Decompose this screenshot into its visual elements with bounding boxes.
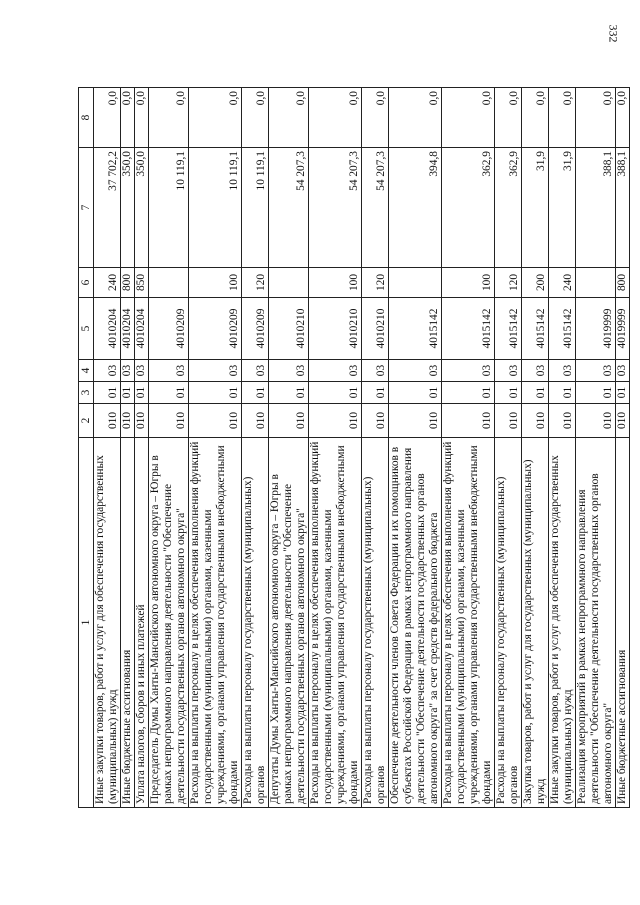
- cell-admin-code: 010: [94, 404, 121, 438]
- cell-target-article: 4015142: [549, 298, 576, 360]
- cell-admin-code: 010: [362, 404, 389, 438]
- cell-expense-type: 100: [189, 268, 242, 298]
- cell-name: Закупка товаров, работ и услуг для государственных (муниципальных) нужд: [522, 438, 549, 808]
- cell-name: Расходы на выплаты персоналу в целях обеспечения выполнения функций государственными (муниципальными) органами, казенными учреждениями, органами управления государственными внебюджетными фондами: [442, 438, 495, 808]
- cell-target-article: 4010204: [94, 298, 121, 360]
- cell-change: 0,0: [135, 88, 149, 148]
- cell-change: 0,0: [149, 88, 189, 148]
- cell-change: 0,0: [616, 88, 630, 148]
- cell-amount: 31,9: [522, 148, 549, 268]
- cell-target-article: 4010210: [269, 298, 309, 360]
- table-row: [549, 88, 576, 808]
- cell-name: Депутаты Думы Ханты-Мансийского автономного округа – Югры в рамках непрограммного направления деятельности "Обеспечение деятельности государственных органов автономного округа": [269, 438, 309, 808]
- table-row: [242, 88, 269, 808]
- cell-change: 0,0: [94, 88, 121, 148]
- cell-admin-code: 010: [495, 404, 522, 438]
- cell-admin-code: 010: [149, 404, 189, 438]
- cell-change: 0,0: [189, 88, 242, 148]
- column-header-1: 1: [79, 438, 94, 808]
- column-header-2: 2: [79, 404, 94, 438]
- cell-section: 01: [362, 382, 389, 404]
- cell-target-article: 4010204: [121, 298, 135, 360]
- cell-expense-type: 100: [309, 268, 362, 298]
- cell-amount: 350,0: [121, 148, 135, 268]
- cell-section: 01: [149, 382, 189, 404]
- table-body: [94, 88, 630, 808]
- cell-subsection: 03: [389, 360, 442, 382]
- cell-expense-type: 120: [362, 268, 389, 298]
- table-row: [389, 88, 442, 808]
- cell-name: Иные закупки товаров, работ и услуг для обеспечения государственных (муниципальных) нужд: [549, 438, 576, 808]
- cell-admin-code: 010: [549, 404, 576, 438]
- cell-name: Расходы на выплаты персоналу государственных (муниципальных) органов: [495, 438, 522, 808]
- cell-amount: 350,0: [135, 148, 149, 268]
- table-row: [269, 88, 309, 808]
- cell-change: 0,0: [522, 88, 549, 148]
- column-header-5: 5: [79, 298, 94, 360]
- cell-name: Расходы на выплаты персоналу в целях обеспечения выполнения функций государственными (муниципальными) органами, казенными учреждениями, органами управления государственными внебюджетными фондами: [189, 438, 242, 808]
- cell-amount: 362,9: [442, 148, 495, 268]
- cell-change: 0,0: [389, 88, 442, 148]
- cell-name: Расходы на выплаты персоналу государственных (муниципальных) органов: [362, 438, 389, 808]
- cell-expense-type: 120: [242, 268, 269, 298]
- cell-change: 0,0: [549, 88, 576, 148]
- cell-expense-type: [269, 268, 309, 298]
- cell-target-article: 4019999: [616, 298, 630, 360]
- cell-section: 01: [121, 382, 135, 404]
- cell-expense-type: 200: [522, 268, 549, 298]
- cell-amount: 37 702,2: [94, 148, 121, 268]
- cell-section: 01: [269, 382, 309, 404]
- cell-section: 01: [309, 382, 362, 404]
- table-row: [522, 88, 549, 808]
- column-header-4: 4: [79, 360, 94, 382]
- cell-subsection: 03: [495, 360, 522, 382]
- cell-section: 01: [576, 382, 616, 404]
- cell-amount: 10 119,1: [189, 148, 242, 268]
- cell-subsection: 03: [135, 360, 149, 382]
- cell-section: 01: [94, 382, 121, 404]
- cell-section: 01: [549, 382, 576, 404]
- cell-name: Иные бюджетные ассигнования: [616, 438, 630, 808]
- cell-admin-code: 010: [189, 404, 242, 438]
- cell-change: 0,0: [576, 88, 616, 148]
- table-row: [495, 88, 522, 808]
- cell-target-article: 4015142: [389, 298, 442, 360]
- cell-target-article: 4010210: [309, 298, 362, 360]
- table-row: [189, 88, 242, 808]
- cell-section: 01: [495, 382, 522, 404]
- cell-amount: 388,1: [616, 148, 630, 268]
- column-header-3: 3: [79, 382, 94, 404]
- cell-amount: 10 119,1: [149, 148, 189, 268]
- cell-section: 01: [242, 382, 269, 404]
- cell-expense-type: 240: [94, 268, 121, 298]
- cell-expense-type: 100: [442, 268, 495, 298]
- cell-expense-type: 240: [549, 268, 576, 298]
- cell-admin-code: 010: [522, 404, 549, 438]
- cell-subsection: 03: [549, 360, 576, 382]
- cell-target-article: 4015142: [442, 298, 495, 360]
- cell-subsection: 03: [149, 360, 189, 382]
- cell-amount: 362,9: [495, 148, 522, 268]
- cell-target-article: 4010204: [135, 298, 149, 360]
- cell-admin-code: 010: [616, 404, 630, 438]
- budget-table: [78, 87, 630, 808]
- cell-name: Реализация мероприятий в рамках непрограммного направления деятельности "Обеспечение деятельности государственных органов автономного округа": [576, 438, 616, 808]
- cell-subsection: 03: [362, 360, 389, 382]
- cell-amount: 54 207,3: [269, 148, 309, 268]
- cell-name: Иные закупки товаров, работ и услуг для обеспечения государственных (муниципальных) нужд: [94, 438, 121, 808]
- cell-section: 01: [389, 382, 442, 404]
- column-header-6: 6: [79, 268, 94, 298]
- cell-subsection: 03: [576, 360, 616, 382]
- cell-section: 01: [135, 382, 149, 404]
- cell-name: Расходы на выплаты персоналу в целях обеспечения выполнения функций государственными (муниципальными) органами, казенными учреждениями, органами управления государственными внебюджетными фондами: [309, 438, 362, 808]
- cell-admin-code: 010: [309, 404, 362, 438]
- cell-change: 0,0: [242, 88, 269, 148]
- table-row: [616, 88, 630, 808]
- cell-change: 0,0: [442, 88, 495, 148]
- table-row: [362, 88, 389, 808]
- cell-expense-type: 800: [616, 268, 630, 298]
- cell-target-article: 4010209: [149, 298, 189, 360]
- cell-admin-code: 010: [135, 404, 149, 438]
- table-header-row: [79, 88, 94, 808]
- cell-amount: 54 207,3: [309, 148, 362, 268]
- cell-admin-code: 010: [269, 404, 309, 438]
- cell-target-article: 4015142: [522, 298, 549, 360]
- table-row: [309, 88, 362, 808]
- cell-admin-code: 010: [442, 404, 495, 438]
- table-row: [135, 88, 149, 808]
- cell-admin-code: 010: [576, 404, 616, 438]
- cell-change: 0,0: [362, 88, 389, 148]
- cell-subsection: 03: [121, 360, 135, 382]
- column-header-8: 8: [79, 88, 94, 148]
- table-row: [576, 88, 616, 808]
- cell-subsection: 03: [269, 360, 309, 382]
- rotated-table-container: [78, 88, 628, 808]
- table-row: [121, 88, 135, 808]
- cell-subsection: 03: [442, 360, 495, 382]
- cell-section: 01: [189, 382, 242, 404]
- cell-target-article: 4010209: [189, 298, 242, 360]
- cell-expense-type: 120: [495, 268, 522, 298]
- cell-subsection: 03: [94, 360, 121, 382]
- cell-name: Председатель Думы Ханты-Мансийского автономного округа – Югры в рамках непрограммного направления деятельности "Обеспечение деятельности государственных органов автономного округа": [149, 438, 189, 808]
- cell-name: Расходы на выплаты персоналу государственных (муниципальных) органов: [242, 438, 269, 808]
- cell-change: 0,0: [309, 88, 362, 148]
- cell-target-article: 4010209: [242, 298, 269, 360]
- cell-amount: 394,8: [389, 148, 442, 268]
- cell-amount: 54 207,3: [362, 148, 389, 268]
- cell-target-article: 4010210: [362, 298, 389, 360]
- cell-expense-type: [576, 268, 616, 298]
- cell-section: 01: [442, 382, 495, 404]
- cell-expense-type: 850: [135, 268, 149, 298]
- cell-expense-type: [149, 268, 189, 298]
- cell-section: 01: [616, 382, 630, 404]
- cell-amount: 31,9: [549, 148, 576, 268]
- cell-change: 0,0: [121, 88, 135, 148]
- cell-subsection: 03: [242, 360, 269, 382]
- table-row: [149, 88, 189, 808]
- cell-amount: 388,1: [576, 148, 616, 268]
- cell-admin-code: 010: [121, 404, 135, 438]
- table-row: [442, 88, 495, 808]
- cell-subsection: 03: [616, 360, 630, 382]
- cell-admin-code: 010: [242, 404, 269, 438]
- cell-expense-type: [389, 268, 442, 298]
- cell-name: Уплата налогов, сборов и иных платежей: [135, 438, 149, 808]
- cell-name: Обеспечение деятельности членов Совета Федерации и их помощников в субъектах Российской Федерации в рамках непрограммного направления деятельности "Обеспечение деятельности государственных органов автономного округа" за счет средств федерального бюджета: [389, 438, 442, 808]
- cell-target-article: 4015142: [495, 298, 522, 360]
- cell-subsection: 03: [189, 360, 242, 382]
- table-row: [94, 88, 121, 808]
- cell-amount: 10 119,1: [242, 148, 269, 268]
- cell-target-article: 4019999: [576, 298, 616, 360]
- cell-subsection: 03: [309, 360, 362, 382]
- cell-admin-code: 010: [389, 404, 442, 438]
- cell-name: Иные бюджетные ассигнования: [121, 438, 135, 808]
- cell-section: 01: [522, 382, 549, 404]
- cell-subsection: 03: [522, 360, 549, 382]
- cell-change: 0,0: [269, 88, 309, 148]
- page-number: 332: [606, 24, 621, 43]
- cell-expense-type: 800: [121, 268, 135, 298]
- column-header-7: 7: [79, 148, 94, 268]
- cell-change: 0,0: [495, 88, 522, 148]
